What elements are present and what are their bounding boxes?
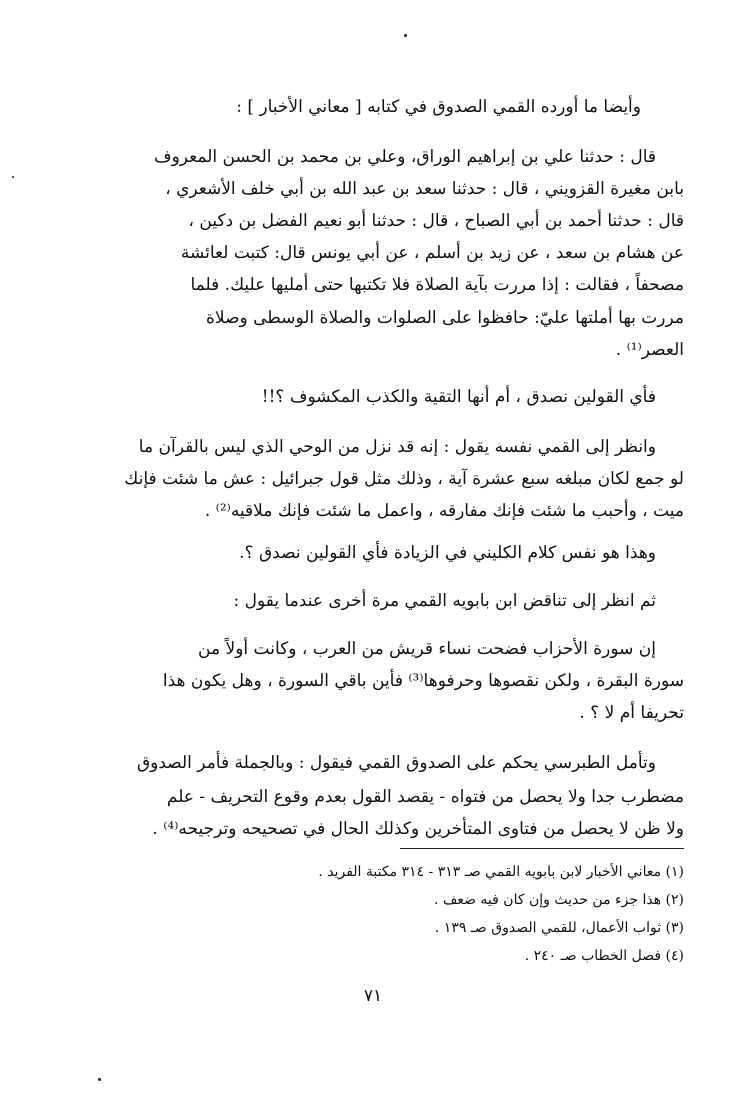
paragraph-line: قال : حدثنا علي بن إبراهيم الوراق، وعلي بن محمد بن الحسن المعروف bbox=[153, 147, 656, 167]
paragraph-line: عن هشام بن سعد ، عن زيد بن أسلم ، عن أبي يونس قال: كتبت لعائشة bbox=[180, 243, 684, 263]
footnote-separator bbox=[400, 848, 684, 849]
paragraph-line: بابن مغيرة القزويني ، قال : حدثنا سعد بن عبد الله بن أبي خلف الأشعري ، bbox=[165, 179, 684, 199]
paragraph-line: إن سورة الأحزاب فضحت نساء قريش من العرب ، وكانت أولاً من bbox=[198, 639, 656, 659]
footnote: (٢) هذا جزء من حديث وإن كان فيه ضعف . bbox=[433, 892, 684, 908]
paragraph-line: ميت ، وأحبب ما شئت فإنك مفارقه ، واعمل ما شئت فإنك ملاقيه⁽²⁾ . bbox=[204, 501, 684, 521]
paragraph-line: وهذا هو نفس كلام الكليني في الزيادة فأي القولين نصدق ؟. bbox=[239, 543, 656, 563]
paragraph-line: تحريفا أم لا ؟ . bbox=[579, 703, 684, 723]
paragraph-line: مصحفاً ، فقالت : إذا مررت بآية الصلاة فلا تكتبها حتى أمليها عليك. فلما bbox=[190, 275, 684, 295]
paragraph-line: مررت بها أملتها عليّ: حافظوا على الصلوات والصلاة الوسطى وصلاة bbox=[206, 308, 684, 328]
paragraph-line: فأي القولين نصدق ، أم أنها التقية والكذب المكشوف ؟!! bbox=[261, 387, 656, 407]
paragraph-line: ولا ظن لا يحصل من فتاوى المتأخرين وكذلك الحال في تصحيحه وترجيحه⁽⁴⁾ . bbox=[152, 819, 684, 839]
paragraph-line: وتأمل الطبرسي يحكم على الصدوق القمي فيقول : وبالجملة فأمر الصدوق bbox=[136, 753, 656, 773]
paragraph-line: لو جمع لكان مبلغه سبع عشرة آية ، وذلك مثل قول جبرائيل : عش ما شئت فإنك bbox=[124, 469, 684, 489]
paragraph-line: مضطرب جدا ولا يحصل من فتواه - يقصد القول بعدم وقوع التحريف - علم bbox=[166, 787, 684, 807]
paragraph-line: وانظر إلى القمي نفسه يقول : إنه قد نزل من الوحي الذي ليس بالقرآن ما bbox=[138, 437, 656, 457]
footnote: (٣) ثواب الأعمال، للقمي الصدوق صـ ١٣٩ . bbox=[434, 920, 684, 936]
page-number: ٧١ bbox=[363, 986, 383, 1006]
scan-speck bbox=[98, 1078, 101, 1081]
paragraph-line: العصر⁽¹⁾ . bbox=[615, 340, 684, 360]
paragraph-line: سورة البقرة ، ولكن نقصوها وحرفوها⁽³⁾ فأين باقي السورة ، وهل يكون هذا bbox=[162, 671, 684, 691]
footnote: (١) معاني الأخبار لابن بابويه القمي صـ ٣١٣ - ٣١٤ مكتبة الفريد . bbox=[318, 864, 684, 880]
paragraph-line: ثم انظر إلى تناقض ابن بابويه القمي مرة أخرى عندما يقول : bbox=[233, 591, 656, 611]
paragraph-line: وأيضا ما أورده القمي الصدوق في كتابه [ معاني الأخبار ] : bbox=[236, 97, 641, 117]
paragraph-line: قال : حدثنا أحمد بن أبي الصباح ، قال : حدثنا أبو نعيم الفضل بن دكين ، bbox=[188, 211, 684, 231]
scan-speck bbox=[12, 176, 14, 178]
scan-speck bbox=[404, 34, 407, 37]
footnote: (٤) فصل الخطاب صـ ٢٤٠ . bbox=[524, 948, 684, 964]
